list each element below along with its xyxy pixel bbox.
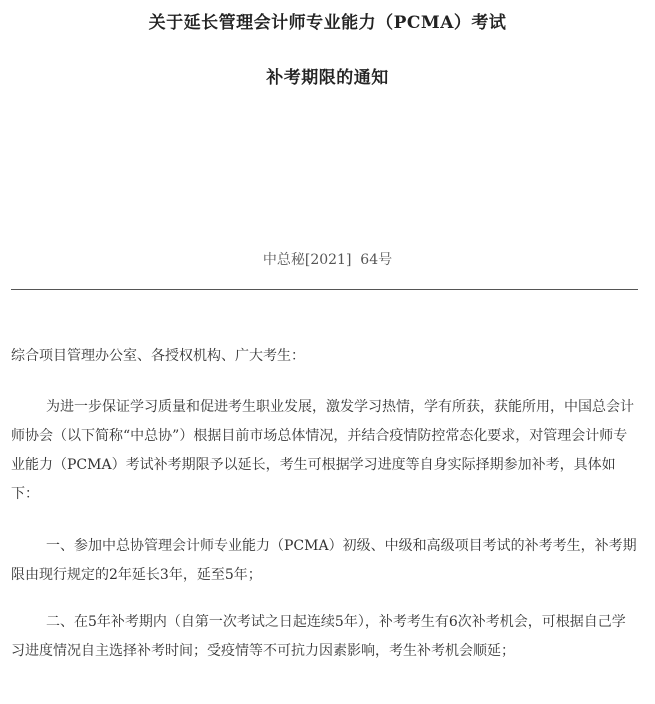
body-paragraph-item-1: 一、参加中总协管理会计师专业能力（PCMA）初级、中级和高级项目考试的补考考生，补考期限由现行规定的2年延长3年，延至5年； [11,538,637,583]
notice-title-line-1: 关于延长管理会计师专业能力（PCMA）考试 [148,13,507,33]
body-paragraph-intro: 为进一步保证学习质量和促进考生职业发展，激发学习热情，学有所获，获能所用，中国总会计师协会（以下简称“中总协”）根据目前市场总体情况，并结合疫情防控常态化要求，对管理会计师专业能力（PCMA）考试补考期限予以延长，考生可根据学习进度等自身实际择期参加补考，具体如下： [11,399,634,502]
header-divider [11,289,638,290]
notice-title-line-2: 补考期限的通知 [266,68,389,88]
body-paragraph-item-2: 二、在5年补考期内（自第一次考试之日起连续5年），补考考生有6次补考机会，可根据自己学习进度情况自主选择补考时间；受疫情等不可抗力因素影响，考生补考机会顺延； [11,614,626,659]
document-number: 中总秘[2021] 64号 [262,252,393,268]
salutation: 综合项目管理办公室、各授权机构、广大考生： [11,348,305,364]
